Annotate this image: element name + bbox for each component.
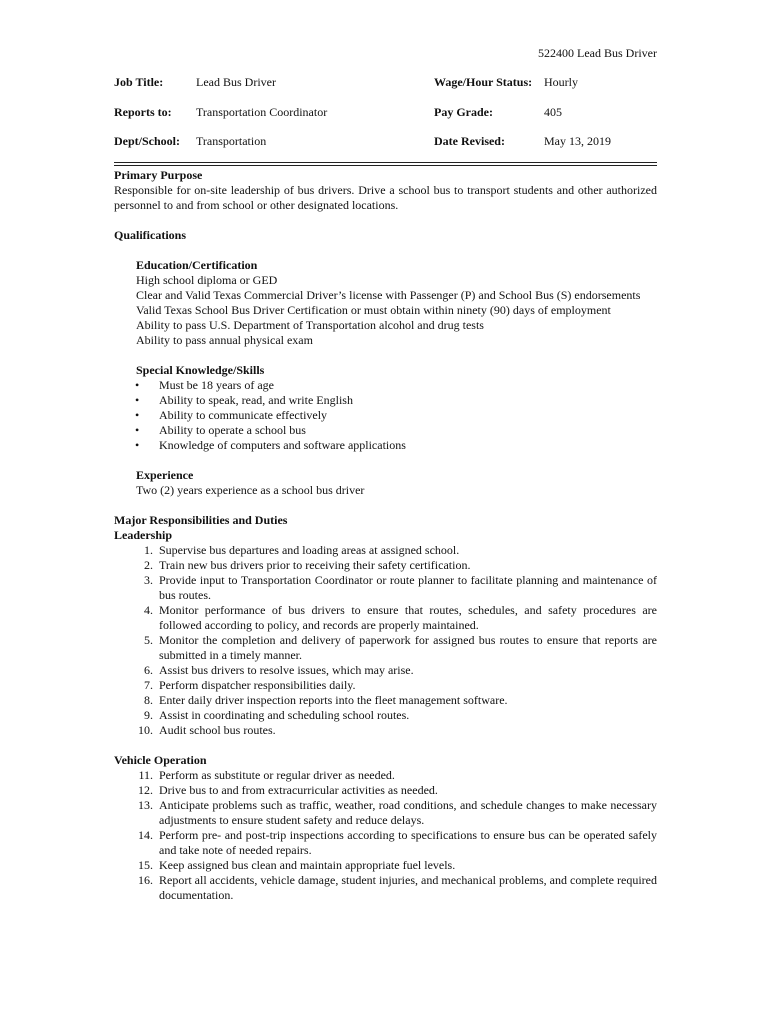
duty-item: [138, 798, 657, 828]
pay-grade-label: Pay Grade:: [434, 105, 493, 119]
leadership-list: [114, 543, 657, 738]
experience-section: [114, 468, 657, 498]
duty-text: Provide input to Transportation Coordinator or route planner to facilitate planning and maintenance of bus routes.: [159, 573, 657, 602]
primary-purpose-text: Responsible for on-site leadership of bus drivers. Drive a school bus to transport students and other authorized personnel to and from school or other designated locations.: [114, 183, 657, 212]
duty-item: [144, 708, 657, 723]
duty-number: 5.: [144, 633, 153, 647]
duty-number: 15.: [138, 858, 153, 872]
duty-item: [144, 543, 657, 558]
duty-text: Assist bus drivers to resolve issues, which may arise.: [159, 663, 414, 677]
qualifications-heading: Qualifications: [114, 228, 187, 242]
primary-purpose-heading: Primary Purpose: [114, 168, 203, 182]
job-title-label: Job Title:: [114, 75, 164, 89]
duty-text: Assist in coordinating and scheduling school routes.: [159, 708, 410, 722]
dept-school-label: Dept/School:: [114, 134, 180, 148]
duty-text: Train new bus drivers prior to receiving their safety certification.: [159, 558, 471, 572]
duty-item: [144, 663, 657, 678]
duty-number: 11.: [138, 768, 153, 782]
duty-number: 8.: [144, 693, 153, 707]
duty-number: 14.: [138, 828, 153, 842]
reports-to-value: Transportation Coordinator: [196, 105, 328, 119]
duty-item: [144, 603, 657, 633]
skill-item: • Ability to communicate effectively: [159, 408, 657, 423]
skill-item: • Must be 18 years of age: [159, 378, 657, 393]
leadership-heading: Leadership: [114, 528, 173, 542]
duty-text: Monitor performance of bus drivers to ensure that routes, schedules, and safety procedures are followed according to policy, and records are properly maintained.: [159, 603, 657, 632]
wage-status-label: Wage/Hour Status:: [434, 75, 533, 89]
vehicle-operation-list: [114, 768, 657, 903]
info-row-job-title: [114, 75, 657, 90]
duty-number: 3.: [144, 573, 153, 587]
duty-number: 10.: [138, 723, 153, 737]
duty-item: [138, 723, 657, 738]
document-code: 522400 Lead Bus Driver: [538, 46, 657, 60]
duty-number: 7.: [144, 678, 153, 692]
duty-number: 12.: [138, 783, 153, 797]
duty-text: Enter daily driver inspection reports into the fleet management software.: [159, 693, 508, 707]
duty-text: Anticipate problems such as traffic, weather, road conditions, and schedule changes to make necessary adjustments to ensure student safety and reduce delays.: [159, 798, 657, 827]
skills-list: [114, 378, 657, 453]
vehicle-operation-heading: Vehicle Operation: [114, 753, 207, 767]
experience-heading: Experience: [136, 468, 194, 482]
duty-item: [144, 693, 657, 708]
duty-item: [144, 678, 657, 693]
experience-text: Two (2) years experience as a school bus driver: [136, 483, 365, 497]
education-line: High school diploma or GED: [136, 273, 278, 287]
duty-text: Drive bus to and from extracurricular activities as needed.: [159, 783, 438, 797]
wage-status-value: Hourly: [544, 75, 578, 89]
duty-text: Report all accidents, vehicle damage, student injuries, and mechanical problems, and complete required documentation.: [159, 873, 657, 902]
duty-number: 2.: [144, 558, 153, 572]
job-title-value: Lead Bus Driver: [196, 75, 276, 89]
skill-item: • Ability to operate a school bus: [159, 423, 657, 438]
duties-heading: Major Responsibilities and Duties: [114, 513, 288, 527]
header-divider: [114, 162, 657, 166]
skill-item: • Ability to speak, read, and write English: [159, 393, 657, 408]
date-revised-value: May 13, 2019: [544, 134, 611, 148]
duty-number: 4.: [144, 603, 153, 617]
document-body: [114, 168, 657, 903]
duty-item: [138, 828, 657, 858]
reports-to-label: Reports to:: [114, 105, 172, 119]
education-line: Clear and Valid Texas Commercial Driver’s license with Passenger (P) and School Bus (S) endorsements: [136, 288, 641, 302]
info-row-reports-to: [114, 105, 657, 120]
education-heading: Education/Certification: [136, 258, 258, 272]
skills-section: [114, 363, 657, 378]
duty-number: 9.: [144, 708, 153, 722]
pay-grade-value: 405: [544, 105, 562, 119]
duty-text: Perform as substitute or regular driver as needed.: [159, 768, 395, 782]
duty-text: Perform pre- and post-trip inspections according to specifications to ensure bus can be operated safely and take note of needed repairs.: [159, 828, 657, 857]
duty-text: Monitor the completion and delivery of paperwork for assigned bus routes to ensure that reports are submitted in a timely manner.: [159, 633, 657, 662]
duty-text: Perform dispatcher responsibilities daily.: [159, 678, 356, 692]
date-revised-label: Date Revised:: [434, 134, 505, 148]
duty-text: Keep assigned bus clean and maintain appropriate fuel levels.: [159, 858, 456, 872]
duty-text: Audit school bus routes.: [159, 723, 276, 737]
skill-item: • Knowledge of computers and software applications: [159, 438, 657, 453]
duty-number: 6.: [144, 663, 153, 677]
dept-school-value: Transportation: [196, 134, 267, 148]
duty-item: [138, 873, 657, 903]
duty-item: [144, 573, 657, 603]
duty-text: Supervise bus departures and loading areas at assigned school.: [159, 543, 460, 557]
duty-item: [144, 558, 657, 573]
education-line: Valid Texas School Bus Driver Certification or must obtain within ninety (90) days of employment: [136, 303, 611, 317]
duty-item: [138, 858, 657, 873]
duty-item: [138, 783, 657, 798]
duty-item: [144, 633, 657, 663]
skills-heading: Special Knowledge/Skills: [136, 363, 265, 377]
info-row-dept: [114, 134, 657, 149]
education-line: Ability to pass annual physical exam: [136, 333, 313, 347]
education-section: [114, 258, 657, 348]
duty-number: 16.: [138, 873, 153, 887]
duty-number: 1.: [144, 543, 153, 557]
duty-item: [138, 768, 657, 783]
education-line: Ability to pass U.S. Department of Transportation alcohol and drug tests: [136, 318, 484, 332]
duty-number: 13.: [138, 798, 153, 812]
